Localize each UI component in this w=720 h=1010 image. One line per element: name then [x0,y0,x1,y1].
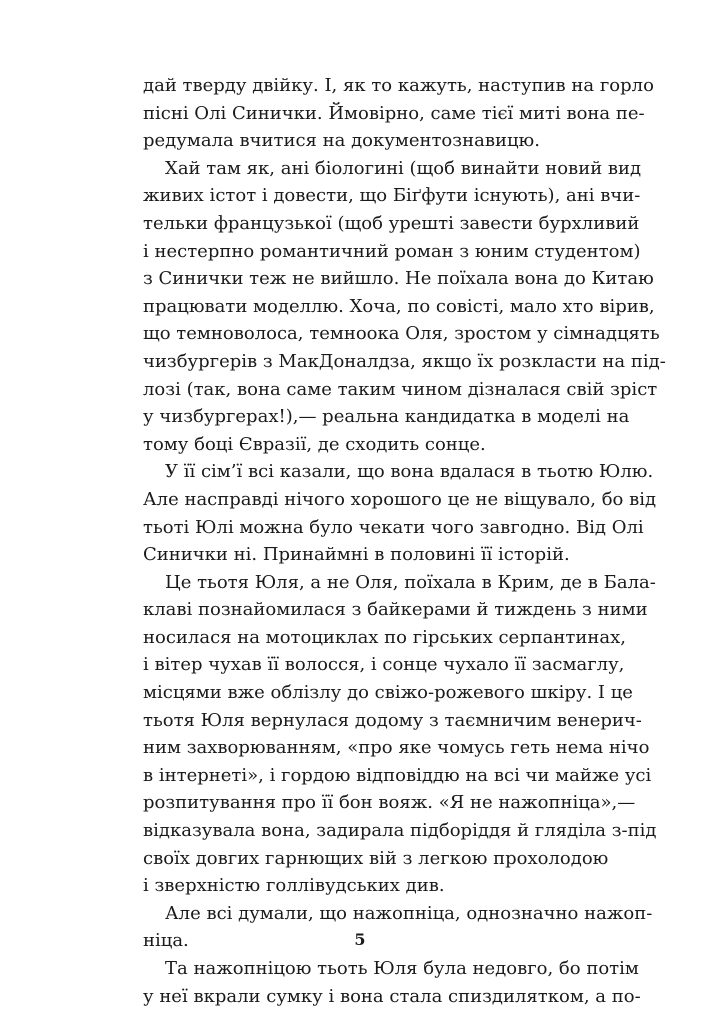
text-line: відказувала вона, задирала підборіддя й гляділа з-під [143,820,657,842]
text-line: носилася на мотоциклах по гірських серпантинах, [143,626,626,648]
text-line: дай тверду двійку. І, як то кажуть, наступив на горло [143,75,654,96]
text-line: живих істот і довести, що Біґфути існують), ані вчи- [143,185,641,207]
text-line: і вітер чухав її волосся, і сонце чухало її засмаглу, [143,654,625,676]
text-line: у чизбургерах!),— реальна кандидатка в моделі на [143,406,630,428]
text-line: ним захворюванням, «про яке чомусь геть нема нічо [143,737,650,759]
text-line: розпитування про її бон вояж. «Я не нажопніца»,— [143,792,636,814]
text-line: у неї вкрали сумку і вона стала спиздилятком, а по- [143,985,641,1007]
text-line: чизбургерів з МакДоналдза, якщо їх розкласти на під- [143,350,666,372]
text-line: і зверхністю голлівудських див. [143,875,445,897]
text-line: Але всі думали, що нажопніца, однозначно нажоп- [165,902,653,924]
text-line: редумала вчитися на документознавицю. [143,130,540,152]
text-line: Синички ні. Принаймні в половині її історій. [143,544,570,566]
text-line: тому боці Євразії, де сходить сонце. [143,433,486,455]
text-line: ніца. [143,930,189,952]
text-line: Це тьотя Юля, а не Оля, поїхала в Крим, де в Бала- [165,571,656,593]
text-line: місцями вже облізлу до свіжо-рожевого шкіру. І це [143,682,633,704]
text-line: пісні Олі Синички. Ймовірно, саме тієї миті вона пе- [143,102,645,124]
text-line: своїх довгих гарнющих вій з легкою прохолодою [143,847,609,869]
text-line: в інтернеті», і гордою відповіддю на всі чи майже усі [143,764,652,786]
text-line: і нестерпно романтичний роман з юним студентом) [143,240,641,262]
text-line: Але насправді нічого хорошого це не віщувало, бо від [143,488,657,510]
text-line: Хай там як, ані біологині (щоб винайти новий вид [165,157,642,179]
text-line: з Синички теж не вийшло. Не поїхала вона до Китаю [143,268,654,290]
text-line: лозі (так, вона саме таким чином дізналася свій зріст [143,378,658,400]
text-line: тьотя Юля вернулася додому з таємничим венерич- [143,709,642,731]
body-text [143,72,666,1010]
text-line: Та нажопніцою тьоть Юля була недовго, бо потім [165,958,639,979]
page-number: 5 [354,930,366,949]
text-line: У її сім’ї всі казали, що вона вдалася в тьотю Юлю. [165,461,654,483]
text-line: тьоті Юлі можна було чекати чого завгодно. Від Олі [143,516,644,538]
text-line: тельки французької (щоб урешті завести бурхливий [143,212,640,234]
text-line: працювати моделлю. Хоча, по совісті, мало хто вірив, [143,295,655,317]
text-line: клаві познайомилася з байкерами й тиждень з ними [143,599,648,621]
text-line: що темноволоса, темноока Оля, зростом у сімнадцять [143,323,660,345]
